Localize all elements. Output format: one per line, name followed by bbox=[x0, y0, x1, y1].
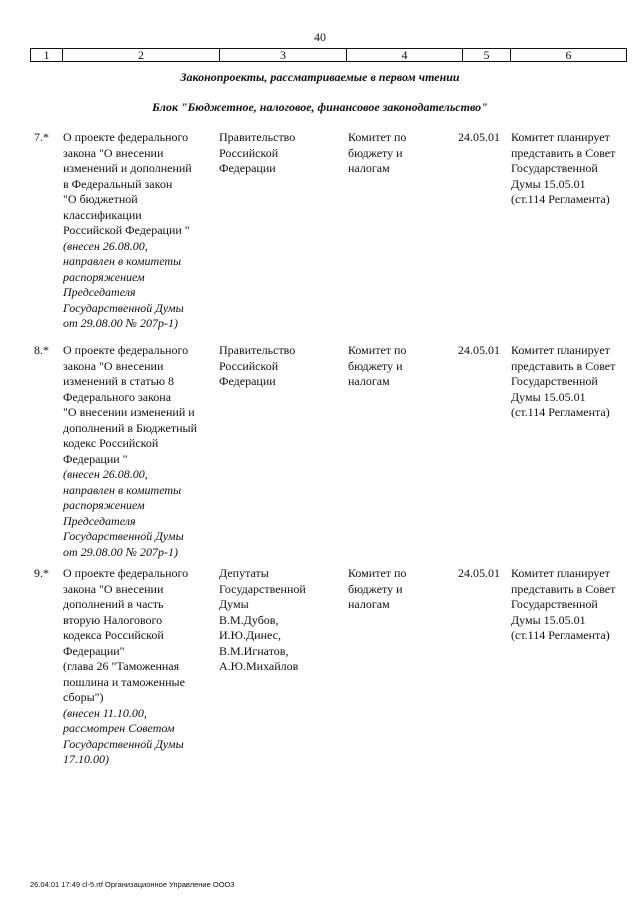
text-line: дополнений в часть bbox=[63, 597, 164, 611]
text-line: Комитет по bbox=[348, 130, 407, 144]
text-line: Государственной Думы bbox=[63, 300, 184, 315]
entry-number: 7.* bbox=[34, 130, 49, 144]
text-line: Комитет планирует bbox=[511, 343, 610, 357]
text-line: бюджету и bbox=[348, 581, 403, 596]
responsible-committee bbox=[348, 130, 448, 177]
text-line: от 29.08.00 № 207р-1) bbox=[63, 316, 178, 330]
text-line: пошлина и таможенные bbox=[63, 674, 185, 689]
column-number: 3 bbox=[220, 49, 347, 62]
committee-plan bbox=[511, 130, 631, 208]
text-line: распоряжением bbox=[63, 498, 145, 512]
text-line: представить в Совет bbox=[511, 145, 616, 160]
text-line: Государственной bbox=[511, 374, 598, 388]
text-line: (внесен 11.10.00, bbox=[63, 705, 147, 720]
text-line: бюджету и bbox=[348, 358, 403, 373]
text-line: дополнений в Бюджетный bbox=[63, 420, 197, 435]
text-line: Комитет по bbox=[348, 343, 407, 357]
section-title: Законопроекты, рассматриваемые в первом чтении bbox=[180, 70, 460, 84]
text-line: закона "О внесении bbox=[63, 581, 164, 596]
bill-author bbox=[219, 566, 339, 675]
column-number: 6 bbox=[511, 49, 627, 62]
text-line: Государственной bbox=[511, 161, 598, 175]
text-line: налогам bbox=[348, 374, 390, 388]
bill-author bbox=[219, 343, 339, 390]
entry-number: 9.* bbox=[34, 566, 49, 580]
committee-plan bbox=[511, 566, 631, 644]
text-line: Комитет планирует bbox=[511, 130, 610, 144]
text-line: рассмотрен Советом bbox=[63, 721, 175, 735]
text-line: Федерации " bbox=[63, 451, 128, 466]
text-line: Думы 15.05.01 bbox=[511, 176, 586, 191]
text-line: налогам bbox=[348, 161, 390, 175]
text-line: Думы bbox=[219, 597, 249, 611]
text-line: представить в Совет bbox=[511, 358, 616, 373]
text-line: Председателя bbox=[63, 513, 136, 528]
text-line: бюджету и bbox=[348, 145, 403, 160]
text-line: закона "О внесении bbox=[63, 358, 164, 373]
text-line: Российской Федерации " bbox=[63, 223, 190, 237]
text-line: Государственной bbox=[511, 597, 598, 611]
bill-title bbox=[63, 130, 213, 332]
text-line: Федерации bbox=[219, 161, 276, 175]
column-number: 1 bbox=[31, 49, 63, 62]
text-line: О проекте федерального bbox=[63, 130, 189, 144]
text-line: О проекте федерального bbox=[63, 566, 189, 580]
text-line: 17.10.00) bbox=[63, 752, 109, 766]
text-line: вторую Налогового bbox=[63, 612, 163, 627]
column-number: 5 bbox=[463, 49, 511, 62]
text-line: Российской bbox=[219, 145, 279, 160]
text-line: В.М.Игнатов, bbox=[219, 643, 289, 658]
entry-number: 8.* bbox=[34, 343, 49, 357]
text-line: Думы 15.05.01 bbox=[511, 612, 586, 627]
text-line: В.М.Дубов, bbox=[219, 612, 279, 627]
text-line: Правительство bbox=[219, 343, 296, 357]
text-line: "О внесении изменений и bbox=[63, 405, 195, 419]
bill-author bbox=[219, 130, 339, 177]
text-line: Российской bbox=[219, 358, 279, 373]
text-line: Федерации bbox=[219, 374, 276, 388]
responsible-committee bbox=[348, 343, 448, 390]
text-line: Правительство bbox=[219, 130, 296, 144]
text-line: Думы 15.05.01 bbox=[511, 389, 586, 404]
block-title: Блок "Бюджетное, налоговое, финансовое законодательство" bbox=[152, 100, 488, 114]
column-number-header bbox=[30, 48, 627, 62]
text-line: распоряжением bbox=[63, 269, 145, 284]
text-line: (ст.114 Регламента) bbox=[511, 628, 610, 642]
text-line: изменений в статью 8 bbox=[63, 374, 175, 388]
text-line: Федерации" bbox=[63, 643, 125, 658]
text-line: О проекте федерального bbox=[63, 343, 189, 357]
text-line: закона "О внесении bbox=[63, 145, 164, 160]
committee-plan bbox=[511, 343, 631, 421]
text-line: Комитет по bbox=[348, 566, 407, 580]
text-line: Депутаты bbox=[219, 566, 269, 580]
text-line: Федерального закона bbox=[63, 389, 172, 404]
text-line: представить в Совет bbox=[511, 581, 616, 596]
bill-title bbox=[63, 343, 213, 560]
text-line: (ст.114 Регламента) bbox=[511, 192, 610, 206]
text-line: направлен в комитеты bbox=[63, 254, 182, 268]
text-line: (внесен 26.08.00, bbox=[63, 467, 148, 481]
responsible-committee bbox=[348, 566, 448, 613]
text-line: кодекс Российской bbox=[63, 436, 159, 450]
column-number: 2 bbox=[63, 49, 220, 62]
text-line: И.Ю.Динес, bbox=[219, 628, 281, 642]
text-line: классификации bbox=[63, 207, 142, 222]
text-line: сборы") bbox=[63, 690, 104, 704]
footer: 26.04.01 17:49 cl-5.rtf Организационное Управление ООО3 bbox=[30, 880, 235, 889]
text-line: (ст.114 Регламента) bbox=[511, 405, 610, 419]
review-date: 24.05.01 bbox=[458, 343, 500, 357]
review-date: 24.05.01 bbox=[458, 130, 500, 144]
text-line: Государственной bbox=[219, 581, 306, 596]
text-line: Государственной Думы bbox=[63, 529, 184, 543]
column-number: 4 bbox=[347, 49, 463, 62]
text-line: Государственной Думы bbox=[63, 736, 184, 751]
text-line: от 29.08.00 № 207р-1) bbox=[63, 544, 178, 559]
text-line: А.Ю.Михайлов bbox=[219, 659, 299, 673]
review-date: 24.05.01 bbox=[458, 566, 500, 580]
text-line: направлен в комитеты bbox=[63, 482, 182, 497]
text-line: Председателя bbox=[63, 285, 136, 299]
text-line: кодекса Российской bbox=[63, 628, 164, 642]
text-line: в Федеральный закон bbox=[63, 176, 173, 191]
page-number: 40 bbox=[314, 30, 326, 44]
bill-title bbox=[63, 566, 213, 768]
text-line: (глава 26 "Таможенная bbox=[63, 659, 180, 673]
text-line: налогам bbox=[348, 597, 390, 611]
text-line: "О бюджетной bbox=[63, 192, 138, 206]
text-line: изменений и дополнений bbox=[63, 161, 192, 175]
text-line: (внесен 26.08.00, bbox=[63, 238, 148, 253]
text-line: Комитет планирует bbox=[511, 566, 610, 580]
